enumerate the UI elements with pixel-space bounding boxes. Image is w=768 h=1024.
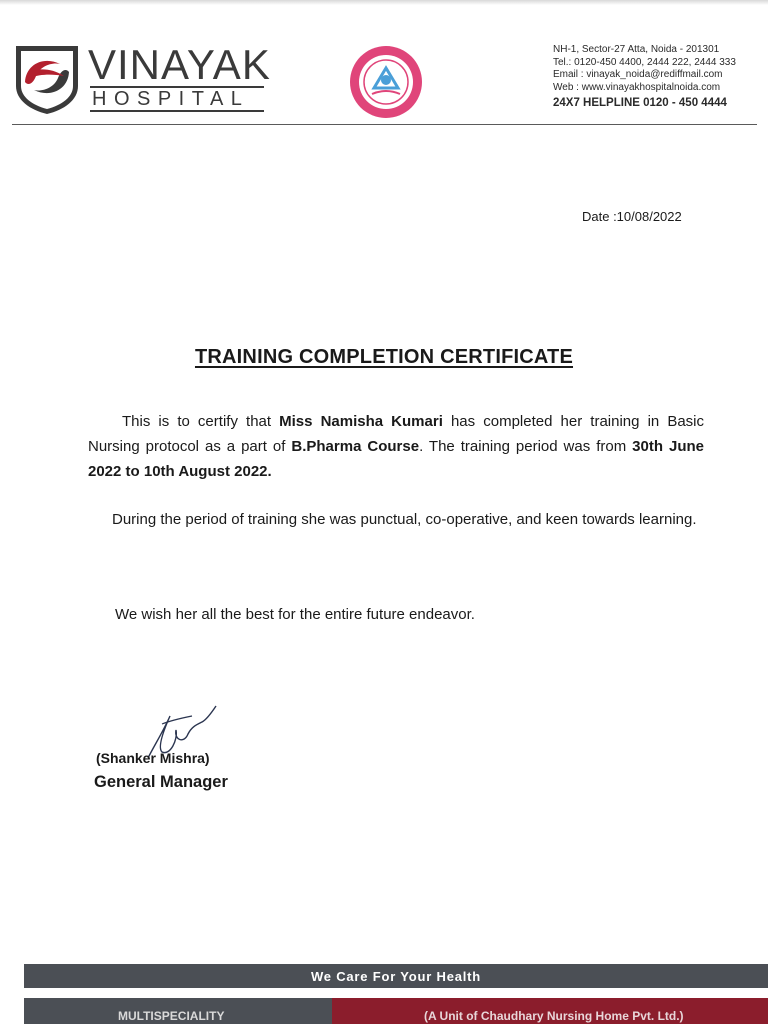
- header-divider: [12, 124, 757, 125]
- contact-block: [553, 44, 736, 110]
- wishes-paragraph: We wish her all the best for the entire future endeavor.: [115, 606, 475, 623]
- helpline: 24X7 HELPLINE 0120 - 450 4444: [553, 97, 727, 110]
- trainee-name: Miss Namisha Kumari: [279, 413, 443, 430]
- accreditation-seal-icon: [348, 44, 424, 120]
- certification-paragraph: This is to certify that Miss Namisha Kumari has completed her training in Basic Nursing protocol as a part of B.Pharma Course. The training period was from 30th June 2022 to 10th August 2022.: [88, 413, 705, 480]
- footer-tagline: We Care For Your Health: [310, 968, 482, 984]
- phone-line: Tel.: 0120-450 4400, 2444 222, 2444 333: [553, 56, 736, 68]
- footer-right-text: (A Unit of Chaudhary Nursing Home Pvt. Ltd.): [332, 998, 768, 1024]
- website-line: Web : www.vinayakhospitalnoida.com: [553, 81, 721, 93]
- footer-left-text: MULTISPECIALITY: [24, 998, 332, 1024]
- certificate-title: TRAINING COMPLETION CERTIFICATE: [194, 346, 574, 368]
- signatory-designation: General Manager: [94, 773, 228, 791]
- footer-strip: [24, 994, 768, 1024]
- address-line: NH-1, Sector-27 Atta, Noida - 201301: [553, 44, 720, 55]
- brand-name: VINAYAK: [88, 41, 271, 88]
- conduct-paragraph: During the period of training she was punctual, co-operative, and keen towards learning.: [112, 511, 697, 528]
- scan-edge: [0, 0, 768, 5]
- training-period: 30th June 2022 to 10th August 2022.: [88, 438, 704, 480]
- brand-subtitle: HOSPITAL: [90, 86, 264, 112]
- signatory-name: (Shanker Mishra): [96, 750, 210, 766]
- certificate-date: Date :10/08/2022: [582, 209, 682, 224]
- footer-tagline-band: [24, 964, 768, 988]
- email-line: Email : vinayak_noida@rediffmail.com: [553, 69, 723, 81]
- hospital-logo-icon: [12, 42, 82, 116]
- course-name: B.Pharma Course: [291, 438, 420, 455]
